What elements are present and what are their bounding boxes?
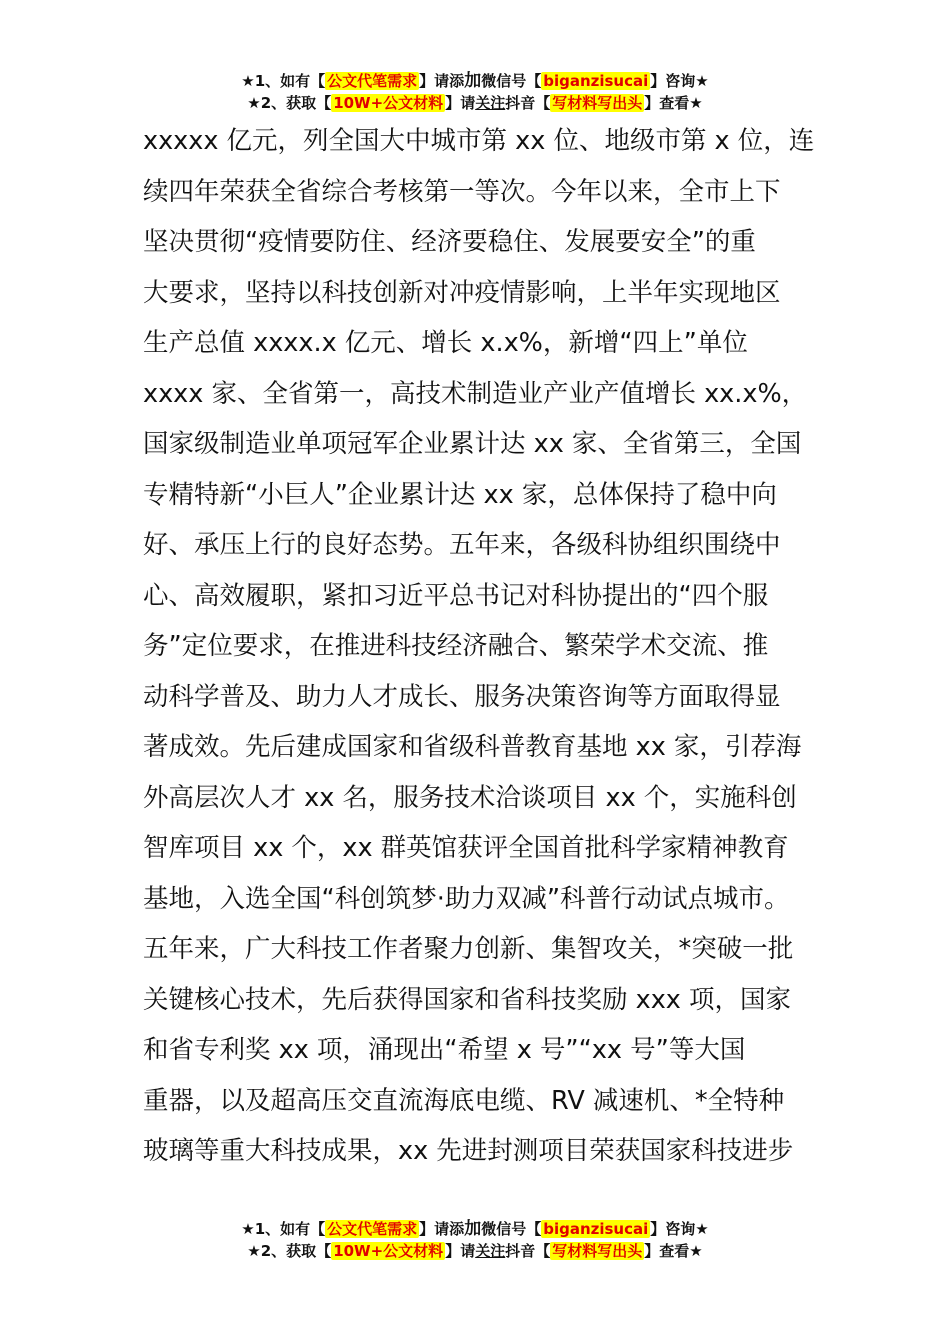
body-line: 生产总值 xxxx.x 亿元、增长 x.x%，新增“四上”单位 [143, 328, 748, 358]
banner-text: ★1、如有【 [241, 72, 326, 90]
banner-text: 】请 [445, 1242, 476, 1260]
banner-line-1 [0, 1218, 950, 1240]
banner-text: 】查看★ [644, 94, 703, 112]
banner-text: ★2、获取【 [247, 1242, 332, 1260]
banner-text: 】请添 [419, 72, 465, 90]
banner-text: 关注 [475, 94, 506, 112]
body-line: 续四年荣获全省综合考核第一等次。今年以来，全市上下 [143, 176, 781, 207]
highlight-wechat-id: biganzisucai [543, 1220, 649, 1238]
body-line: 智库项目 xx 个，xx 群英馆获评全国首批科学家精神教育 [143, 833, 789, 863]
body-line: xxxxx 亿元，列全国大中城市第 xx 位、地级市第 x 位，连 [143, 126, 815, 156]
body-line: 五年来，广大科技工作者聚力创新、集智攻关，*突破一批 [143, 934, 794, 964]
banner-text: 抖音【 [505, 1242, 551, 1260]
body-line: 专精特新“小巨人”企业累计达 xx 家，总体保持了稳中向 [143, 479, 777, 510]
highlight-ghostwriting: 公文代笔需求 [327, 72, 418, 90]
banner-text: 关注 [475, 1242, 506, 1260]
body-line: 关键核心技术，先后获得国家和省科技奖励 xxx 项，国家 [143, 984, 791, 1015]
body-line: 坚决贯彻“疫情要防住、经济要稳住、发展要安全”的重 [143, 227, 756, 257]
banner-line-2 [0, 92, 950, 114]
banner-line-1 [0, 70, 950, 92]
banner-text: 抖音【 [505, 94, 551, 112]
banner-text: 】请添 [419, 1220, 465, 1238]
footer-banner [0, 1218, 950, 1262]
highlight-materials: 10W+公文材料 [333, 1242, 444, 1260]
banner-text: 】咨询★ [650, 72, 709, 90]
highlight-ghostwriting: 公文代笔需求 [327, 1220, 418, 1238]
body-line: 和省专利奖 xx 项，涌现出“希望 x 号”“xx 号”等大国 [143, 1035, 746, 1065]
banner-text: ★2、获取【 [247, 94, 332, 112]
body-line: 心、高效履职，紧扣习近平总书记对科协提出的“四个服 [143, 580, 769, 611]
banner-text: 】请 [445, 94, 476, 112]
body-line: 大要求，坚持以科技创新对冲疫情影响，上半年实现地区 [143, 277, 781, 308]
highlight-wechat-id: biganzisucai [543, 72, 649, 90]
banner-text: 微信号【 [481, 1220, 542, 1238]
document-body [143, 116, 823, 1177]
body-line: xxxx 家、全省第一，高技术制造业产业产值增长 xx.x%， [143, 378, 808, 409]
banner-text: 】咨询★ [650, 1220, 709, 1238]
body-line: 国家级制造业单项冠军企业累计达 xx 家、全省第三，全国 [143, 429, 802, 459]
body-line: 外高层次人才 xx 名，服务技术洽谈项目 xx 个，实施科创 [143, 782, 797, 813]
header-banner [0, 70, 950, 114]
banner-line-2 [0, 1240, 950, 1262]
body-line: 重器，以及超高压交直流海底电缆、RV 减速机、*全特种 [143, 1085, 785, 1116]
banner-text: 加 [464, 71, 482, 91]
banner-text: 加 [464, 1219, 482, 1239]
highlight-materials: 10W+公文材料 [333, 94, 444, 112]
body-line: 好、承压上行的良好态势。五年来，各级科协组织围绕中 [143, 530, 781, 560]
banner-text: 】查看★ [644, 1242, 703, 1260]
body-line: 基地，入选全国“科创筑梦·助力双减”科普行动试点城市。 [143, 883, 790, 914]
body-line: 玻璃等重大科技成果，xx 先进封测项目荣获国家科技进步 [143, 1136, 794, 1166]
body-line: 动科学普及、助力人才成长、服务决策咨询等方面取得显 [143, 681, 781, 712]
highlight-douyin: 写材料写出头 [552, 1242, 643, 1260]
body-line: 务”定位要求，在推进科技经济融合、繁荣学术交流、推 [143, 631, 769, 661]
banner-text: 微信号【 [481, 72, 542, 90]
body-line: 著成效。先后建成国家和省级科普教育基地 xx 家，引荐海 [143, 732, 802, 762]
banner-text: ★1、如有【 [241, 1220, 326, 1238]
highlight-douyin: 写材料写出头 [552, 94, 643, 112]
